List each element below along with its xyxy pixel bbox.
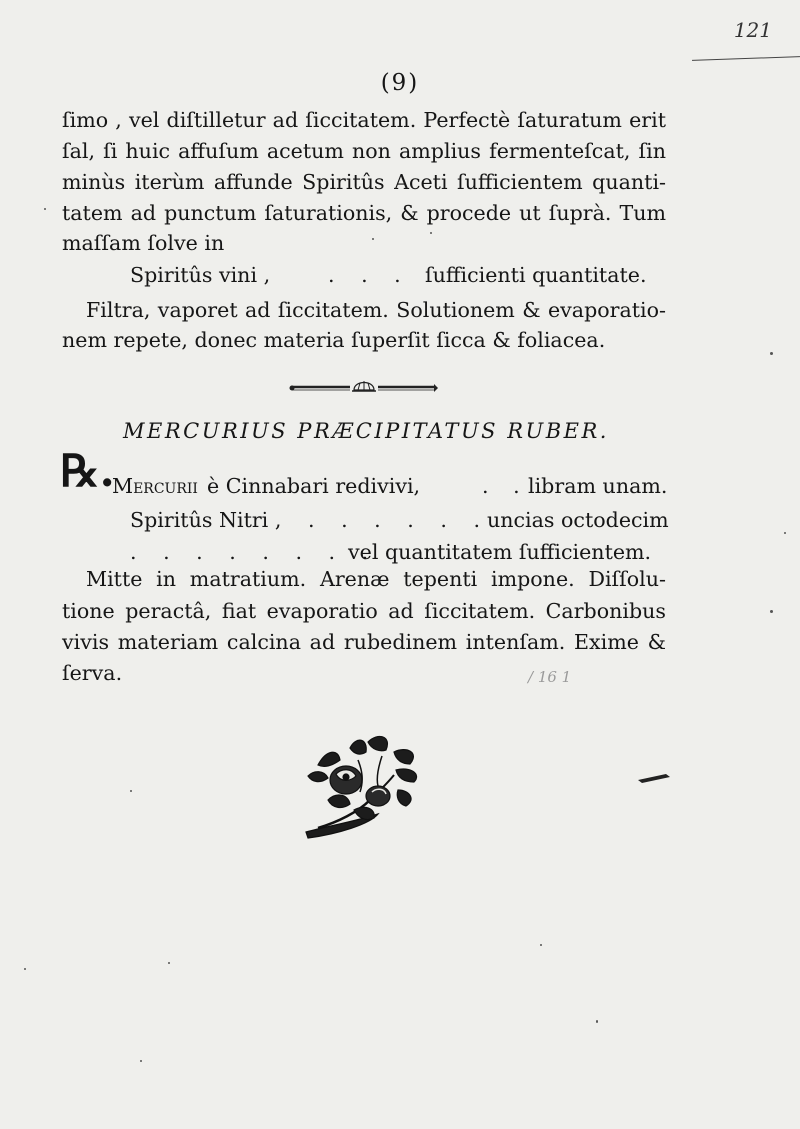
ingredient-amount: ſufficienti quantitate. [425, 263, 647, 287]
ingredient-dots: . . . . . . [308, 508, 491, 532]
ingredient-amount: uncias octodecim [487, 508, 669, 532]
ingredient-dots: . . [482, 474, 529, 498]
instruction-line: vivis materiam calcina ad rubedinem intenſam. Exime & [62, 630, 666, 654]
page-number: (9) [380, 70, 420, 96]
handwritten-underline [692, 56, 800, 61]
flower-vignette-icon [298, 730, 428, 842]
ornament-divider [288, 378, 440, 396]
handwritten-folio-number: 121 [733, 18, 772, 42]
paper-speck [140, 1060, 142, 1062]
paper-speck [770, 352, 773, 355]
show-through-text: / 16 1 [528, 668, 572, 686]
ingredient-amount: vel quantitatem ſufficientem. [348, 540, 652, 564]
paper-speck [44, 208, 46, 210]
ingredient-name-smallcaps [112, 472, 212, 501]
text-line: Filtra, vaporet ad ſiccitatem. Solutionem & evaporatio- [86, 298, 666, 322]
ingredient-dots: . . . . . . . . [130, 540, 379, 564]
recipe-symbol: ℞. [60, 446, 115, 497]
instruction-line: tione peractâ, fiat evaporatio ad ſiccitatem. Carbonibus [62, 599, 666, 623]
instruction-line: Mitte in matratium. Arenæ tepenti impone. Diſſolu- [86, 567, 666, 591]
instruction-line: ſerva. [62, 661, 123, 685]
paper-speck [430, 232, 432, 234]
text-line: ſal, ſi huic affuſum acetum non amplius fermenteſcat, ſin [62, 139, 666, 163]
ingredient-name: Spiritûs Nitri , [130, 508, 282, 532]
text-line: maſſam ſolve in [62, 231, 225, 255]
ingredient-amount: libram unam. [528, 474, 668, 498]
ingredient-name: è Cinnabari redivivi, [207, 474, 421, 498]
paper-speck [130, 790, 132, 792]
text-line: tatem ad punctum ſaturationis, & procede ut ſuprà. Tum [62, 201, 666, 225]
ink-mark [636, 770, 686, 784]
paper-speck [784, 532, 786, 534]
text-line: ſimo , vel diſtilletur ad ſiccitatem. Perfectè ſaturatum erit [62, 108, 666, 132]
paper-speck [168, 962, 170, 964]
paper-speck [372, 238, 374, 240]
text-line: nem repete, donec materia ſuperſit ſicca & foliacea. [62, 328, 606, 352]
text-line: minùs iterùm affunde Spiritûs Aceti ſufficientem quanti- [62, 170, 666, 194]
section-heading: MERCURIUS PRÆCIPITATUS RUBER. [123, 419, 609, 443]
ingredient-name-part: Mercurii [112, 474, 198, 498]
ingredient-dots: . . . [328, 263, 411, 287]
paper-speck [540, 944, 542, 946]
paper-speck [770, 610, 773, 613]
paper-speck [596, 1020, 598, 1023]
paper-speck [24, 968, 26, 970]
ingredient-name: Spiritûs vini , [130, 263, 271, 287]
